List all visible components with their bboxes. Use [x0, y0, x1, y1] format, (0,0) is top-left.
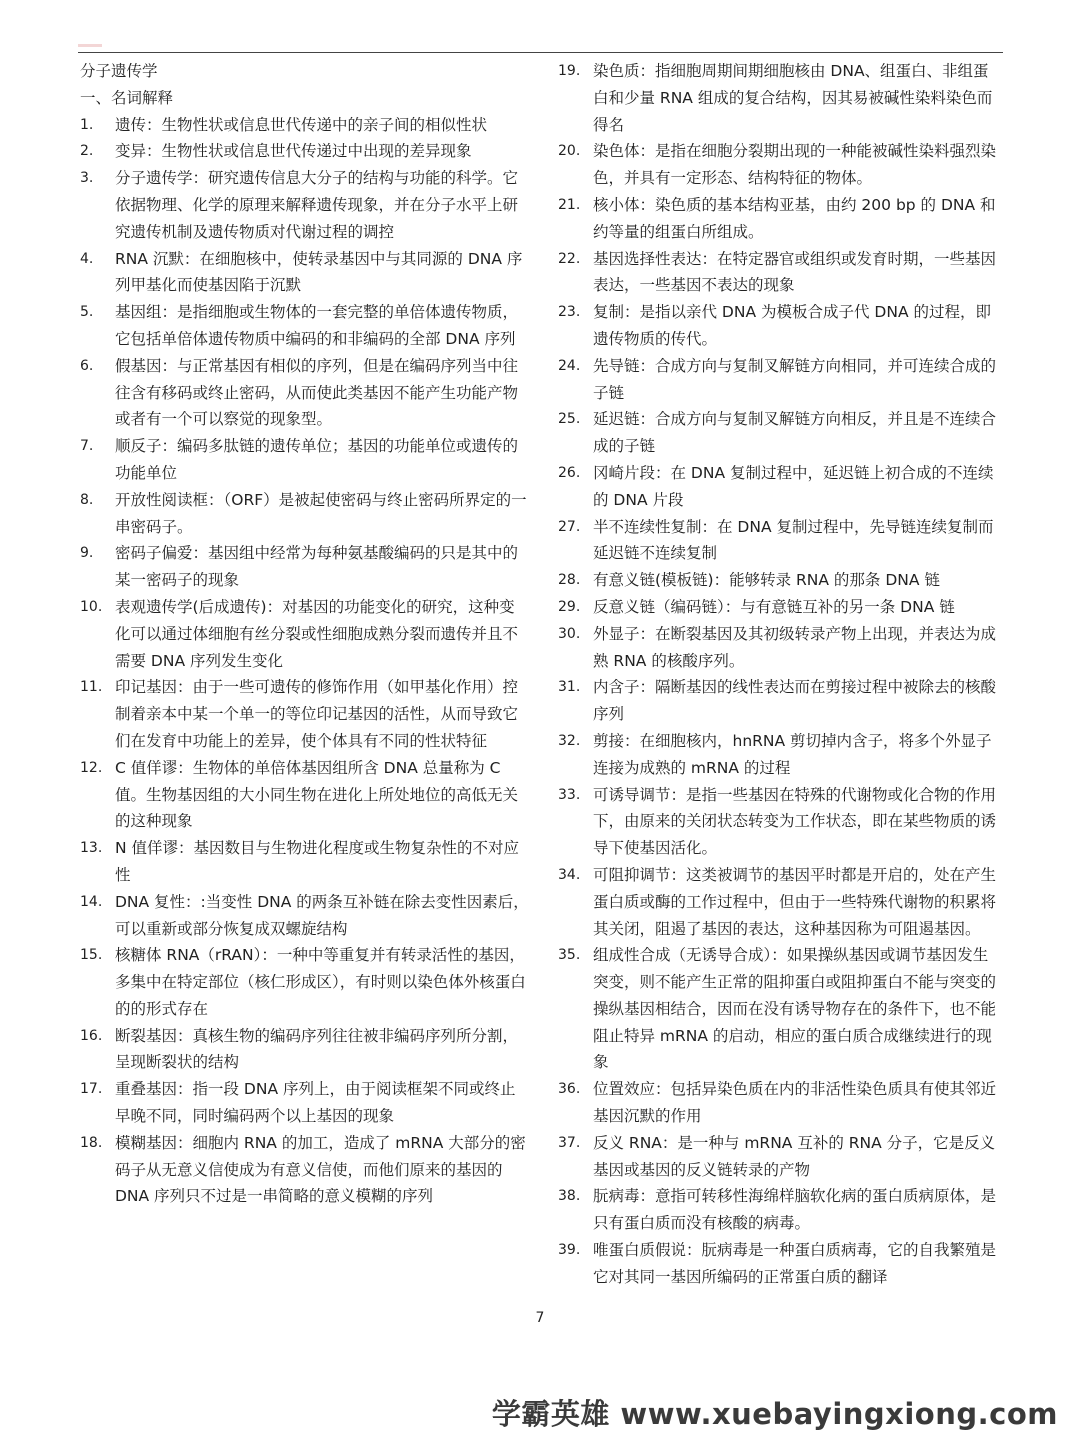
term-entry [80, 674, 530, 754]
entry-text: 剪接：在细胞核内，hnRNA 剪切掉内含子，将多个外显子连接为成熟的 mRNA 的过程 [593, 731, 992, 777]
term-entry [80, 299, 530, 353]
entry-text: 唯蛋白质假说：朊病毒是一种蛋白质病毒，它的自我繁殖是它对其同一基因所编码的正常蛋白质的翻译 [593, 1241, 997, 1286]
entry-number: 18. [80, 1134, 103, 1151]
term-entry [558, 942, 1003, 1076]
entry-number: 38. [558, 1188, 581, 1205]
entry-text: 假基因：与正常基因有相似的序列，但是在编码序列当中往往含有移码或终止密码，从而使此类基因不能产生功能产物或者有一个可以察觉的现象型。 [115, 356, 519, 429]
entry-number: 33. [558, 786, 581, 803]
term-entry [80, 433, 530, 487]
entry-text: 复制：是指以亲代 DNA 为模板合成子代 DNA 的过程，即遗传物质的传代。 [593, 303, 991, 348]
entry-number: 27. [558, 518, 581, 535]
term-entry [80, 1076, 530, 1130]
term-entry [558, 621, 1003, 675]
right-entry-list [558, 58, 1003, 1291]
entry-number: 8. [80, 491, 94, 508]
term-entry [558, 1130, 1003, 1184]
entry-text: DNA 复性：:当变性 DNA 的两条互补链在除去变性因素后，可以重新或部分恢复成双螺旋结构 [115, 892, 529, 938]
entry-number: 11. [80, 679, 103, 696]
entry-number: 6. [80, 357, 94, 374]
entry-number: 35. [558, 947, 581, 964]
term-entry [558, 246, 1003, 300]
entry-text: 先导链：合成方向与复制叉解链方向相同，并可连续合成的子链 [593, 356, 997, 402]
entry-number: 39. [558, 1242, 581, 1259]
term-entry [558, 594, 1003, 621]
entry-text: 基因组：是指细胞或生物体的一套完整的单倍体遗传物质，它包括单倍体遗传物质中编码的和非编码的全部 DNA 序列 [115, 303, 519, 348]
entry-number: 29. [558, 598, 581, 615]
term-entry [80, 594, 530, 674]
term-entry [558, 728, 1003, 782]
section-heading: 一、名词解释 [80, 88, 174, 107]
entry-number: 26. [558, 464, 581, 481]
left-column [80, 58, 530, 1210]
term-entry [80, 487, 530, 541]
entry-text: 内含子：隔断基因的线性表达而在剪接过程中被除去的核酸序列 [593, 678, 997, 724]
term-entry [80, 942, 530, 1022]
entry-number: 37. [558, 1134, 581, 1151]
entry-text: 位置效应：包括异染色质在内的非活性染色质具有使其邻近基因沉默的作用 [593, 1080, 997, 1126]
term-entry [80, 755, 530, 835]
entry-number: 15. [80, 947, 103, 964]
entry-text: 重叠基因：指一段 DNA 序列上，由于阅读框架不同或终止早晚不同，同时编码两个以上基因的现象 [115, 1080, 516, 1126]
entry-number: 34. [558, 866, 581, 883]
entry-text: 断裂基因：真核生物的编码序列往往被非编码序列所分割，呈现断裂状的结构 [115, 1026, 519, 1072]
entry-text: 有意义链(模板链)：能够转录 RNA 的那条 DNA 链 [593, 571, 940, 590]
entry-number: 2. [80, 143, 94, 160]
entry-number: 31. [558, 679, 581, 696]
term-entry [558, 674, 1003, 728]
entry-text: 组成性合成（无诱导合成）：如果操纵基因或调节基因发生突变，则不能产生正常的阻抑蛋白或阻抑蛋白不能与突变的操纵基因相结合，因而在没有诱导物存在的条件下，也不能阻止特异 mRNA 的启动，相应的蛋白质合成继续进行的现象 [593, 946, 997, 1072]
entry-number: 7. [80, 438, 94, 455]
entry-number: 25. [558, 411, 581, 428]
entry-text: 模糊基因：细胞内 RNA 的加工，造成了 mRNA 大部分的密码子从无意义信使成为有意义信使，而他们原来的基因的 DNA 序列只不过是一串简略的意义模糊的序列 [115, 1133, 526, 1206]
entry-number: 14. [80, 893, 103, 910]
entry-text: 表观遗传学(后成遗传)：对基因的功能变化的研究，这种变化可以通过体细胞有丝分裂或性细胞成熟分裂而遗传并且不需要 DNA 序列发生变化 [115, 597, 519, 670]
doc-title: 分子遗传学 [80, 62, 158, 80]
corner-mark [78, 44, 102, 47]
entry-number: 1. [80, 116, 94, 133]
entry-text: 密码子偏爱：基因组中经常为每种氨基酸编码的只是其中的某一密码子的现象 [115, 544, 519, 590]
entry-text: 核糖体 RNA（rRAN）：一种中等重复并有转录活性的基因，多集中在特定部位（核仁形成区），有时则以染色体外核蛋白的的形式存在 [115, 946, 526, 1018]
entry-text: 开放性阅读框：（ORF）是被起使密码与终止密码所界定的一串密码子。 [115, 490, 527, 536]
term-entry [558, 192, 1003, 246]
entry-text: 可阻抑调节：这类被调节的基因平时都是开启的，处在产生蛋白质或酶的工作过程中，但由于一些特殊代谢物的积累将其关闭，阻遏了基因的表达，这种基因称为可阻遏基因。 [593, 865, 997, 938]
entry-number: 30. [558, 625, 581, 642]
entry-text: 核小体：染色质的基本结构亚基，由约 200 bp 的 DNA 和约等量的组蛋白所组成。 [593, 195, 996, 241]
entry-text: N 值佯谬：基因数目与生物进化程度或生物复杂性的不对应性 [115, 839, 520, 884]
entry-number: 4. [80, 250, 94, 267]
entry-text: 基因选择性表达：在特定器官或组织或发育时期，一些基因表达，一些基因不表达的现象 [593, 249, 997, 295]
term-entry [558, 406, 1003, 460]
entry-text: 冈崎片段：在 DNA 复制过程中，延迟链上初合成的不连续的 DNA 片段 [593, 463, 994, 509]
term-entry [558, 460, 1003, 514]
entry-number: 20. [558, 143, 581, 160]
term-entry [558, 514, 1003, 568]
entry-text: 染色体：是指在细胞分裂期出现的一种能被碱性染料强烈染色，并具有一定形态、结构特征的物体。 [593, 142, 997, 188]
term-entry [80, 353, 530, 433]
term-entry [558, 1076, 1003, 1130]
entry-text: 延迟链：合成方向与复制叉解链方向相反，并且是不连续合成的子链 [593, 410, 997, 456]
right-column [558, 58, 1003, 1291]
entry-text: 分子遗传学：研究遗传信息大分子的结构与功能的科学。它依据物理、化学的原理来解释遗传现象，并在分子水平上研究遗传机制及遗传物质对代谢过程的调控 [115, 169, 519, 241]
term-entry [558, 862, 1003, 942]
entry-number: 3. [80, 170, 94, 187]
entry-number: 23. [558, 304, 581, 321]
term-entry [80, 1023, 530, 1077]
page-number: 7 [535, 1310, 545, 1326]
entry-text: C 值佯谬：生物体的单倍体基因组所含 DNA 总量称为 C 值。生物基因组的大小同生物在进化上所处地位的高低无关的这种现象 [115, 758, 519, 831]
entry-number: 22. [558, 250, 581, 267]
term-entry [80, 1130, 530, 1210]
entry-number: 17. [80, 1081, 103, 1098]
entry-number: 19. [558, 63, 581, 79]
entry-number: 21. [558, 196, 581, 213]
entry-text: 顺反子：编码多肽链的遗传单位；基因的功能单位或遗传的功能单位 [115, 437, 519, 482]
term-entry [80, 835, 530, 889]
left-entry-list [80, 112, 530, 1211]
entry-text: 遗传：生物性状或信息世代传递中的亲子间的相似性状 [115, 115, 488, 134]
term-entry [558, 1183, 1003, 1237]
entry-text: 染色质：指细胞周期间期细胞核由 DNA、组蛋白、非组蛋白和少量 RNA 组成的复合结构，因其易被碱性染料染色而得名 [593, 62, 993, 134]
term-entry [80, 165, 530, 245]
term-entry [558, 782, 1003, 862]
top-rule [78, 52, 1003, 53]
entry-text: 变异：生物性状或信息世代传递过中出现的差异现象 [115, 142, 472, 161]
entry-text: 反意义链（编码链）：与有意链互补的另一条 DNA 链 [593, 597, 955, 616]
watermark: 学霸英雄 www.xuebayingxiong.com [491, 1397, 1058, 1431]
term-entry [80, 540, 530, 594]
entry-text: 反义 RNA：是一种与 mRNA 互补的 RNA 分子，它是反义基因或基因的反义链转录的产物 [593, 1133, 996, 1179]
entry-text: 可诱导调节：是指一些基因在特殊的代谢物或化合物的作用下，由原来的关闭状态转变为工作状态，即在某些物质的诱导下使基因活化。 [593, 785, 997, 858]
entry-text: 外显子：在断裂基因及其初级转录产物上出现，并表达为成熟 RNA 的核酸序列。 [593, 624, 997, 670]
entry-number: 36. [558, 1081, 581, 1098]
entry-number: 24. [558, 357, 581, 374]
term-entry [80, 889, 530, 943]
term-entry [80, 112, 530, 139]
entry-number: 9. [80, 545, 94, 562]
entry-number: 10. [80, 598, 103, 615]
entry-number: 5. [80, 304, 94, 321]
term-entry [80, 246, 530, 300]
entry-number: 28. [558, 572, 581, 589]
entry-text: 印记基因：由于一些可遗传的修饰作用（如甲基化作用）控制着亲本中某一个单一的等位印记基因的活性，从而导致它们在发育中功能上的差异，使个体具有不同的性状特征 [115, 678, 519, 750]
entry-number: 16. [80, 1027, 103, 1044]
entry-number: 13. [80, 840, 103, 857]
entry-text: 半不连续性复制：在 DNA 复制过程中，先导链连续复制而延迟链不连续复制 [593, 517, 994, 563]
term-entry [558, 138, 1003, 192]
term-entry [80, 138, 530, 165]
term-entry [558, 353, 1003, 407]
entry-number: 32. [558, 732, 581, 749]
entry-text: RNA 沉默：在细胞核中，使转录基因中与其同源的 DNA 序列甲基化而使基因陷于沉默 [115, 249, 523, 295]
term-entry [558, 1237, 1003, 1291]
term-entry [558, 567, 1003, 594]
entry-number: 12. [80, 759, 103, 776]
entry-text: 朊病毒：意指可转移性海绵样脑软化病的蛋白质病原体，是只有蛋白质而没有核酸的病毒。 [593, 1187, 997, 1233]
term-entry [558, 299, 1003, 353]
term-entry [558, 58, 1003, 138]
